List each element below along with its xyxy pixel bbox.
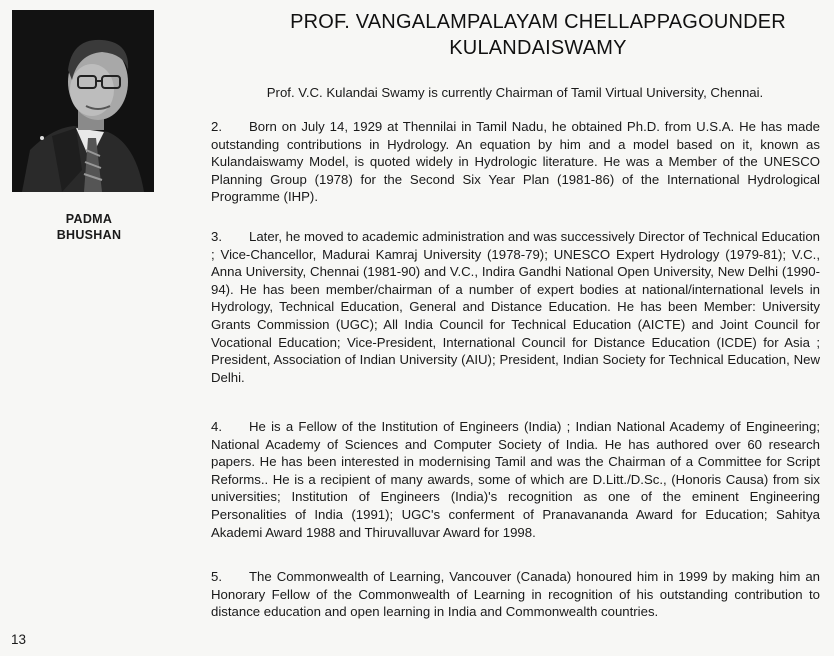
award-label — [34, 211, 144, 243]
paragraph-number: 4. — [211, 419, 222, 434]
paragraph-3 — [211, 228, 820, 386]
paragraph-number: 5. — [211, 569, 222, 584]
title-line-2: KULANDAISWAMY — [449, 37, 627, 59]
award-line-1: PADMA — [65, 212, 113, 226]
paragraph-2 — [211, 118, 820, 206]
page-title — [238, 9, 834, 61]
paragraph-text: The Commonwealth of Learning, Vancouver (Canada) honoured him in 1999 by making him an Honorary Fellow of the Commonwealth of Learning in recognition of his outstanding contribution to distance education and open learning in India and Commonwealth countries. — [211, 569, 820, 620]
paragraph-4 — [211, 418, 820, 541]
paragraph-number: 3. — [211, 229, 222, 244]
page-number: 13 — [11, 632, 27, 647]
paragraph-text: Later, he moved to academic administration and was successively Director of Technical Education ; Vice-Chancellor, Madurai Kamraj University (1978-79); UNESCO Expert Hydrology (1979-81); V.C., Anna University, Chennai (1981-90) and V.C., Indira Gandhi National Open University, New Delhi (1990-94). He has been member/chairman of a number of expert bodies at national/international levels in Hydrology, Technical Education, General and Distance Education. He has been Member: University Grants Commission (UGC); All India Council for Technical Education (AICTE) and Joint Council for Vocational Education; Vice-President, International Council for Distance Education (ICDE) for Asia ; President, Association of Indian University (AIU); President, Indian Society for Technical Education, New Delhi. — [211, 229, 820, 385]
intro-paragraph: Prof. V.C. Kulandai Swamy is currently Chairman of Tamil Virtual University, Chennai. — [266, 85, 764, 100]
award-line-2: BHUSHAN — [56, 228, 122, 242]
paragraph-5 — [211, 568, 820, 621]
paragraph-number: 2. — [211, 119, 222, 134]
paragraph-text: Born on July 14, 1929 at Thennilai in Tamil Nadu, he obtained Ph.D. from U.S.A. He has made outstanding contributions in Hydrology. An equation by him and a model based on it, known as Kulandaiswamy Model, is quoted widely in Hydrologic literature. He was a Member of the UNESCO Planning Group (1978) for the Second Six Year Plan (1981-86) of the International Hydrological Programme (IHP). — [211, 119, 820, 205]
portrait-image — [12, 10, 154, 192]
paragraph-text: He is a Fellow of the Institution of Engineers (India) ; Indian National Academy of Engineering; National Academy of Sciences and Computer Society of India. He has authored over 60 research papers. He has been interested in modernising Tamil and was the Chairman of a Committee for Script Reforms.. He is a recipient of many awards, some of which are D.Litt./D.Sc., (Honoris Causa) from six universities; Institution of Engineers (India)'s recognition as one of the eminent Engineering Personalities of India (1991); UGC's conferment of Pranavananda Award for Education; Sahitya Akademi Award 1988 and Thiruvalluvar Award for 1998. — [211, 419, 820, 540]
title-line-1: PROF. VANGALAMPALAYAM CHELLAPPAGOUNDER — [290, 11, 786, 33]
portrait-photo — [12, 10, 154, 192]
